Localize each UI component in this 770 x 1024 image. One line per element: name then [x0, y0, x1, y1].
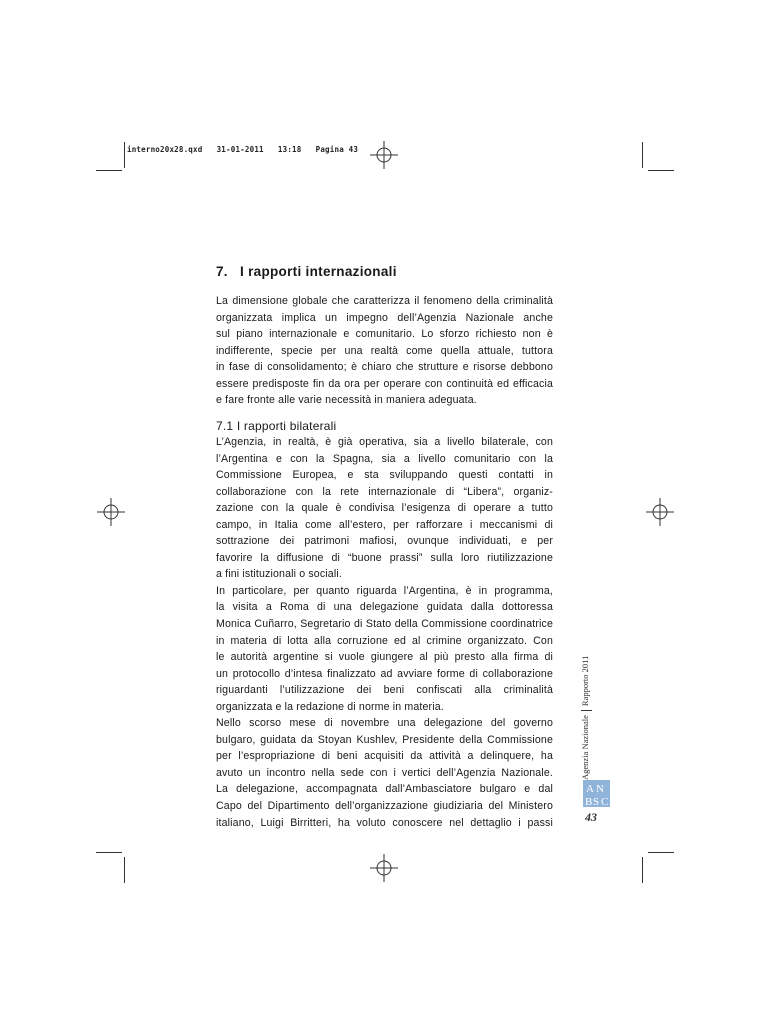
registration-mark-icon	[369, 853, 399, 883]
text-line: in materia di lotta alla corruzione ed al crimine organizzato. Con	[216, 634, 553, 647]
intro-paragraph	[216, 293, 553, 409]
text-line: Monica Cuñarro, Segretario di Stato della Commissione coordinatrice	[216, 618, 553, 631]
crop-mark	[642, 857, 643, 883]
print-slug: interno20x28.qxd 31-01-2011 13:18 Pagina 43	[127, 145, 359, 154]
text-line: sul piano internazionale e comunitario. Lo sforzo richiesto non è	[216, 328, 553, 341]
text-line: un protocollo d’intesa finalizzato ad avviare forme di collaborazione	[216, 667, 553, 680]
footer-org-name: Agenzia Nazionale	[580, 715, 590, 780]
section-number: 7.	[216, 264, 228, 279]
text-line: organizzata e la redazione di norme in materia.	[216, 700, 444, 713]
svg-text:S: S	[593, 796, 600, 807]
page-number: 43	[585, 810, 597, 824]
svg-text:A: A	[586, 783, 594, 795]
text-line: italiano, Luigi Birritteri, ha voluto conoscere nel dettaglio i passi	[216, 816, 553, 829]
text-line: riguardanti l’utilizzazione dei beni confiscati alla criminalità	[216, 684, 553, 697]
section-heading	[216, 264, 397, 279]
anbsc-logo-icon	[583, 780, 610, 807]
section-title: I rapporti internazionali	[240, 264, 397, 279]
text-line: e fare fronte alle varie necessità in maniera adeguata.	[216, 394, 477, 407]
svg-text:N: N	[596, 783, 604, 795]
text-line: organizzata implica un impegno dell’Agenzia Nazionale anche	[216, 311, 553, 324]
text-line: la visita a Roma di una delegazione guidata dalla dottoressa	[216, 601, 553, 614]
subsection-heading: 7.1 I rapporti bilaterali	[216, 419, 337, 433]
text-line: l’Argentina e con la Spagna, sia a livello comunitario con la	[216, 452, 553, 465]
body-text	[216, 434, 553, 831]
text-line: sottrazione dei patrimoni mafiosi, ovunque individuati, e per	[216, 535, 553, 548]
registration-mark-icon	[369, 140, 399, 170]
text-line: per l’espropriazione di beni acquisiti da attività a delinquere, ha	[216, 750, 553, 763]
crop-mark	[96, 852, 122, 853]
text-line: L’Agenzia, in realtà, è già operativa, sia a livello bilaterale, con	[216, 436, 553, 448]
text-line: a fini istituzionali o sociali.	[216, 568, 342, 581]
crop-mark	[96, 170, 122, 171]
text-line: favorire la diffusione di “buone prassi” sulla loro riutilizzazione	[216, 551, 553, 564]
registration-mark-icon	[96, 497, 126, 527]
text-line: in fase di consolidamento; è chiaro che strutture e risorse debbono	[216, 361, 553, 374]
text-line: Nello scorso mese di novembre una delegazione del governo	[216, 717, 553, 730]
text-line: collaborazione con la rete internazionale di “Libera”, organiz-	[216, 485, 553, 498]
text-line: indifferente, specie per una realtà come quella attuale, tuttora	[216, 344, 553, 357]
text-line: La delegazione, accompagnata dall’Ambasciatore bulgaro e dal	[216, 783, 553, 796]
text-line: campo, in Italia come all’estero, per rafforzare i meccanismi di	[216, 518, 553, 531]
text-line: bulgaro, guidata da Stoyan Kushlev, Presidente della Commissione	[216, 733, 553, 746]
crop-mark	[124, 142, 125, 168]
crop-mark	[648, 852, 674, 853]
text-line: le autorità argentine si vuole giungere al più presto alla firma di	[216, 651, 553, 664]
text-line: La dimensione globale che caratterizza il fenomeno della criminalità	[216, 295, 553, 307]
text-line: avuto un incontro nella sede con i vertici dell’Agenzia Nazionale.	[216, 766, 553, 779]
text-line: essere predisposte fin da ora per operare con continuità ed efficacia	[216, 377, 553, 390]
footer-report-name: Rapporto 2011	[580, 655, 590, 707]
crop-mark	[642, 142, 643, 168]
text-line: In particolare, per quanto riguarda l’Argentina, è in programma,	[216, 584, 553, 597]
text-line: zazione con la quale è condivisa l’esigenza di operare a tutto	[216, 502, 553, 515]
svg-text:B: B	[585, 796, 593, 807]
registration-mark-icon	[645, 497, 675, 527]
crop-mark	[124, 857, 125, 883]
text-line: Commissione Europea, e sta sviluppando questi contatti in	[216, 469, 553, 482]
crop-mark	[648, 170, 674, 171]
svg-text:C: C	[601, 796, 609, 807]
footer-separator	[581, 710, 592, 711]
text-line: Capo del Dipartimento dell’organizzazione giudiziaria del Ministero	[216, 800, 553, 813]
